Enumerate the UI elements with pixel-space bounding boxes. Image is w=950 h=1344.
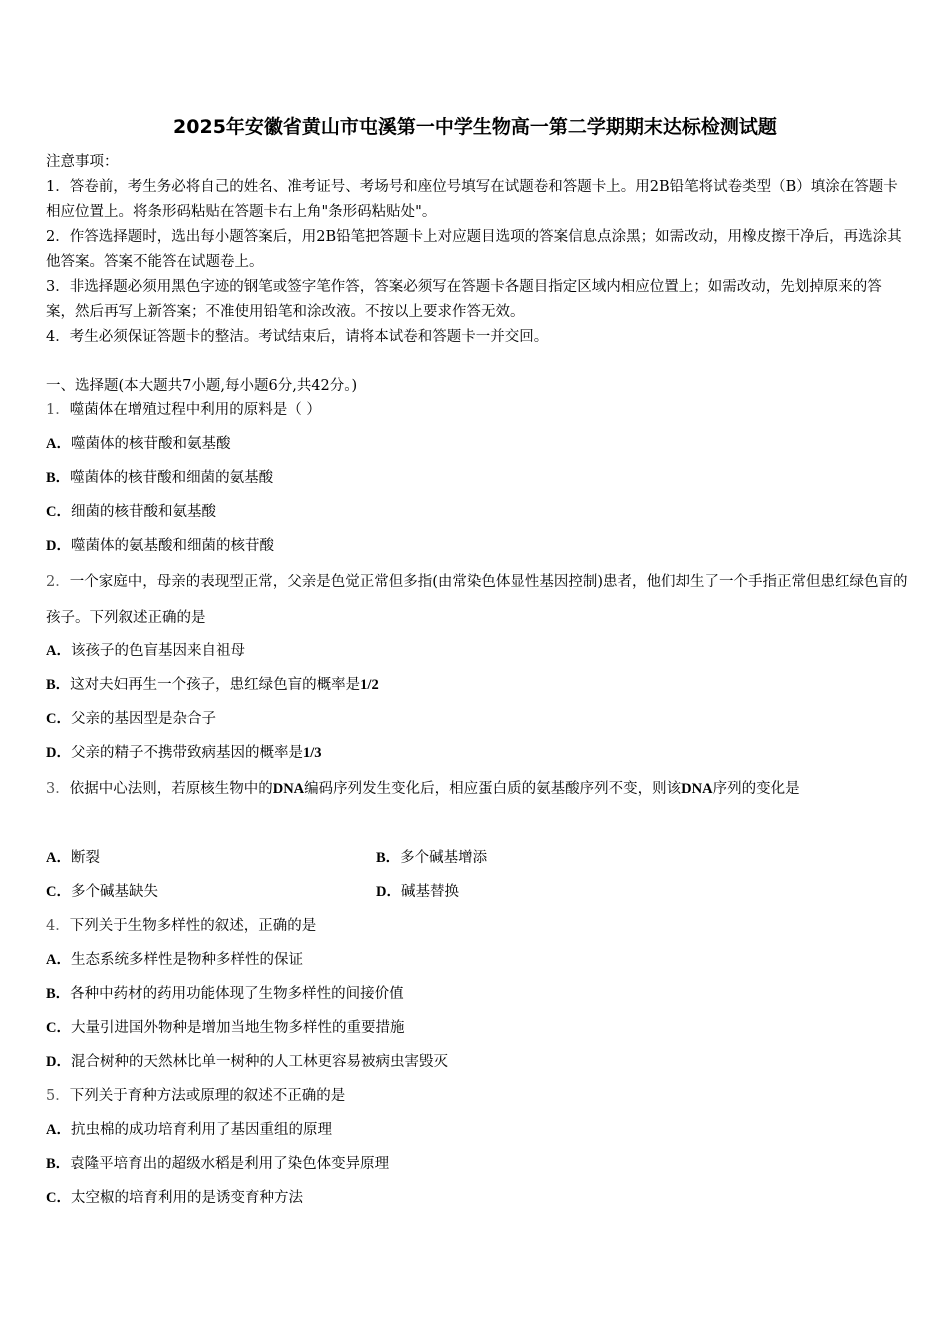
option-key: B．: [46, 1156, 71, 1172]
option-a: [46, 846, 100, 870]
option-a: [46, 639, 245, 663]
option-c: [46, 1186, 303, 1210]
option-key: C．: [46, 711, 71, 727]
question-term: DNA: [681, 781, 713, 797]
option-text: 抗虫棉的成功培育利用了基因重组的原理: [70, 1122, 332, 1138]
question-number: 1．: [46, 402, 70, 418]
option-text: 各种中药材的药用功能体现了生物多样性的间接价值: [70, 986, 404, 1002]
option-b: [46, 1152, 389, 1176]
question-stem: [46, 392, 908, 428]
option-key: A．: [46, 643, 71, 659]
option-b: [376, 846, 487, 870]
question-text: 下列关于育种方法或原理的叙述不正确的是: [69, 1088, 346, 1104]
option-key: A．: [46, 952, 71, 968]
option-a: [46, 432, 230, 456]
option-c: [46, 880, 158, 904]
option-key: C．: [46, 1190, 71, 1206]
notice-block: [46, 150, 908, 350]
option-text: 多个碱基缺失: [70, 884, 158, 900]
option-text: 该孩子的色盲基因来自祖母: [70, 643, 245, 659]
option-text: 父亲的精子不携带致病基因的概率是: [70, 745, 303, 761]
option-key: B．: [376, 850, 401, 866]
question-stem: [46, 1084, 345, 1108]
option-value: 1/3: [302, 745, 322, 761]
option-key: C．: [46, 504, 71, 520]
option-key: A．: [46, 850, 71, 866]
notice-item: 3．非选择题必须用黑色字迹的钢笔或签字笔作答，答案必须写在答题卡各题目指定区域内相应位置上；如需改动，先划掉原来的答案，然后再写上新答案；不准使用铅笔和涂改液。不按以上要求作答无效。: [46, 279, 882, 320]
option-b: [46, 982, 404, 1006]
notice-heading: 注意事项：: [46, 154, 119, 170]
option-a: [46, 1118, 332, 1142]
option-value: 1/2: [360, 677, 379, 693]
option-text: 大量引进国外物种是增加当地生物多样性的重要措施: [70, 1020, 405, 1036]
option-text: 噬菌体的核苷酸和细菌的氨基酸: [70, 470, 274, 486]
question-text: 下列关于生物多样性的叙述，正确的是: [69, 918, 317, 934]
option-key: B．: [46, 470, 71, 486]
option-b: [46, 673, 379, 697]
question-stem: [46, 564, 908, 636]
option-key: C．: [46, 884, 71, 900]
option-key: D．: [46, 1054, 71, 1070]
option-c: [46, 500, 216, 524]
option-key: A．: [46, 1122, 71, 1138]
option-text: 多个碱基增添: [400, 850, 488, 866]
option-a: [46, 948, 303, 972]
section-title: 一、选择题(本大题共7小题,每小题6分,共42分。): [46, 378, 358, 394]
option-text: 这对夫妇再生一个孩子，患红绿色盲的概率是: [70, 677, 361, 693]
question-number: 2．: [46, 574, 70, 590]
option-key: A．: [46, 436, 71, 452]
question-number: 3．: [46, 781, 70, 797]
question-term: DNA: [272, 781, 305, 797]
option-text: 混合树种的天然林比单一树种的人工林更容易被病虫害毁灭: [70, 1054, 448, 1070]
option-d: [46, 741, 322, 765]
option-text: 碱基替换: [400, 884, 459, 900]
option-text: 噬菌体的氨基酸和细菌的核苷酸: [70, 538, 274, 554]
question-text: 噬菌体在增殖过程中利用的原料是（ ）: [69, 402, 321, 418]
page-title: 2025年安徽省黄山市屯溪第一中学生物高一第二学期期末达标检测试题: [173, 116, 777, 138]
option-text: 细菌的核苷酸和氨基酸: [70, 504, 216, 520]
option-text: 断裂: [70, 850, 100, 866]
notice-item: 4．考生必须保证答题卡的整洁。考试结束后，请将本试卷和答题卡一并交回。: [46, 329, 549, 345]
option-c: [46, 707, 216, 731]
option-text: 太空椒的培育利用的是诱变育种方法: [70, 1190, 303, 1206]
option-d: [376, 880, 459, 904]
option-d: [46, 1050, 448, 1074]
notice-item: 2．作答选择题时，选出每小题答案后，用2B铅笔把答题卡上对应题目选项的答案信息点涂黑；如需改动，用橡皮擦干净后，再选涂其他答案。答案不能答在试题卷上。: [46, 229, 902, 270]
question-stem: [46, 771, 908, 807]
option-d: [46, 534, 274, 558]
option-key: D．: [46, 538, 71, 554]
option-c: [46, 1016, 404, 1040]
option-key: D．: [376, 884, 401, 900]
option-key: C．: [46, 1020, 71, 1036]
question-text: 序列的变化是: [712, 781, 800, 797]
option-text: 袁隆平培育出的超级水稻是利用了染色体变异原理: [70, 1156, 390, 1172]
question-number: 5．: [46, 1088, 70, 1104]
option-key: B．: [46, 677, 71, 693]
question-text: 编码序列发生变化后，相应蛋白质的氨基酸序列不变，则该: [304, 781, 682, 797]
option-key: B．: [46, 986, 71, 1002]
option-key: D．: [46, 745, 71, 761]
question-number: 4．: [46, 918, 70, 934]
option-text: 噬菌体的核苷酸和氨基酸: [70, 436, 231, 452]
question-text: 依据中心法则，若原核生物中的: [69, 781, 273, 797]
option-text: 父亲的基因型是杂合子: [70, 711, 216, 727]
question-text: 一个家庭中，母亲的表现型正常，父亲是色觉正常但多指(由常染色体显性基因控制)患者，他们却生了一个手指正常但患红绿色盲的孩子。下列叙述正确的是: [46, 574, 908, 626]
notice-item: 1．答卷前，考生务必将自己的姓名、准考证号、考场号和座位号填写在试题卷和答题卡上。用2B铅笔将试卷类型（B）填涂在答题卡相应位置上。将条形码粘贴在答题卡右上角"条形码粘贴处"。: [46, 179, 898, 220]
option-b: [46, 466, 273, 490]
option-text: 生态系统多样性是物种多样性的保证: [70, 952, 303, 968]
question-stem: [46, 914, 316, 938]
